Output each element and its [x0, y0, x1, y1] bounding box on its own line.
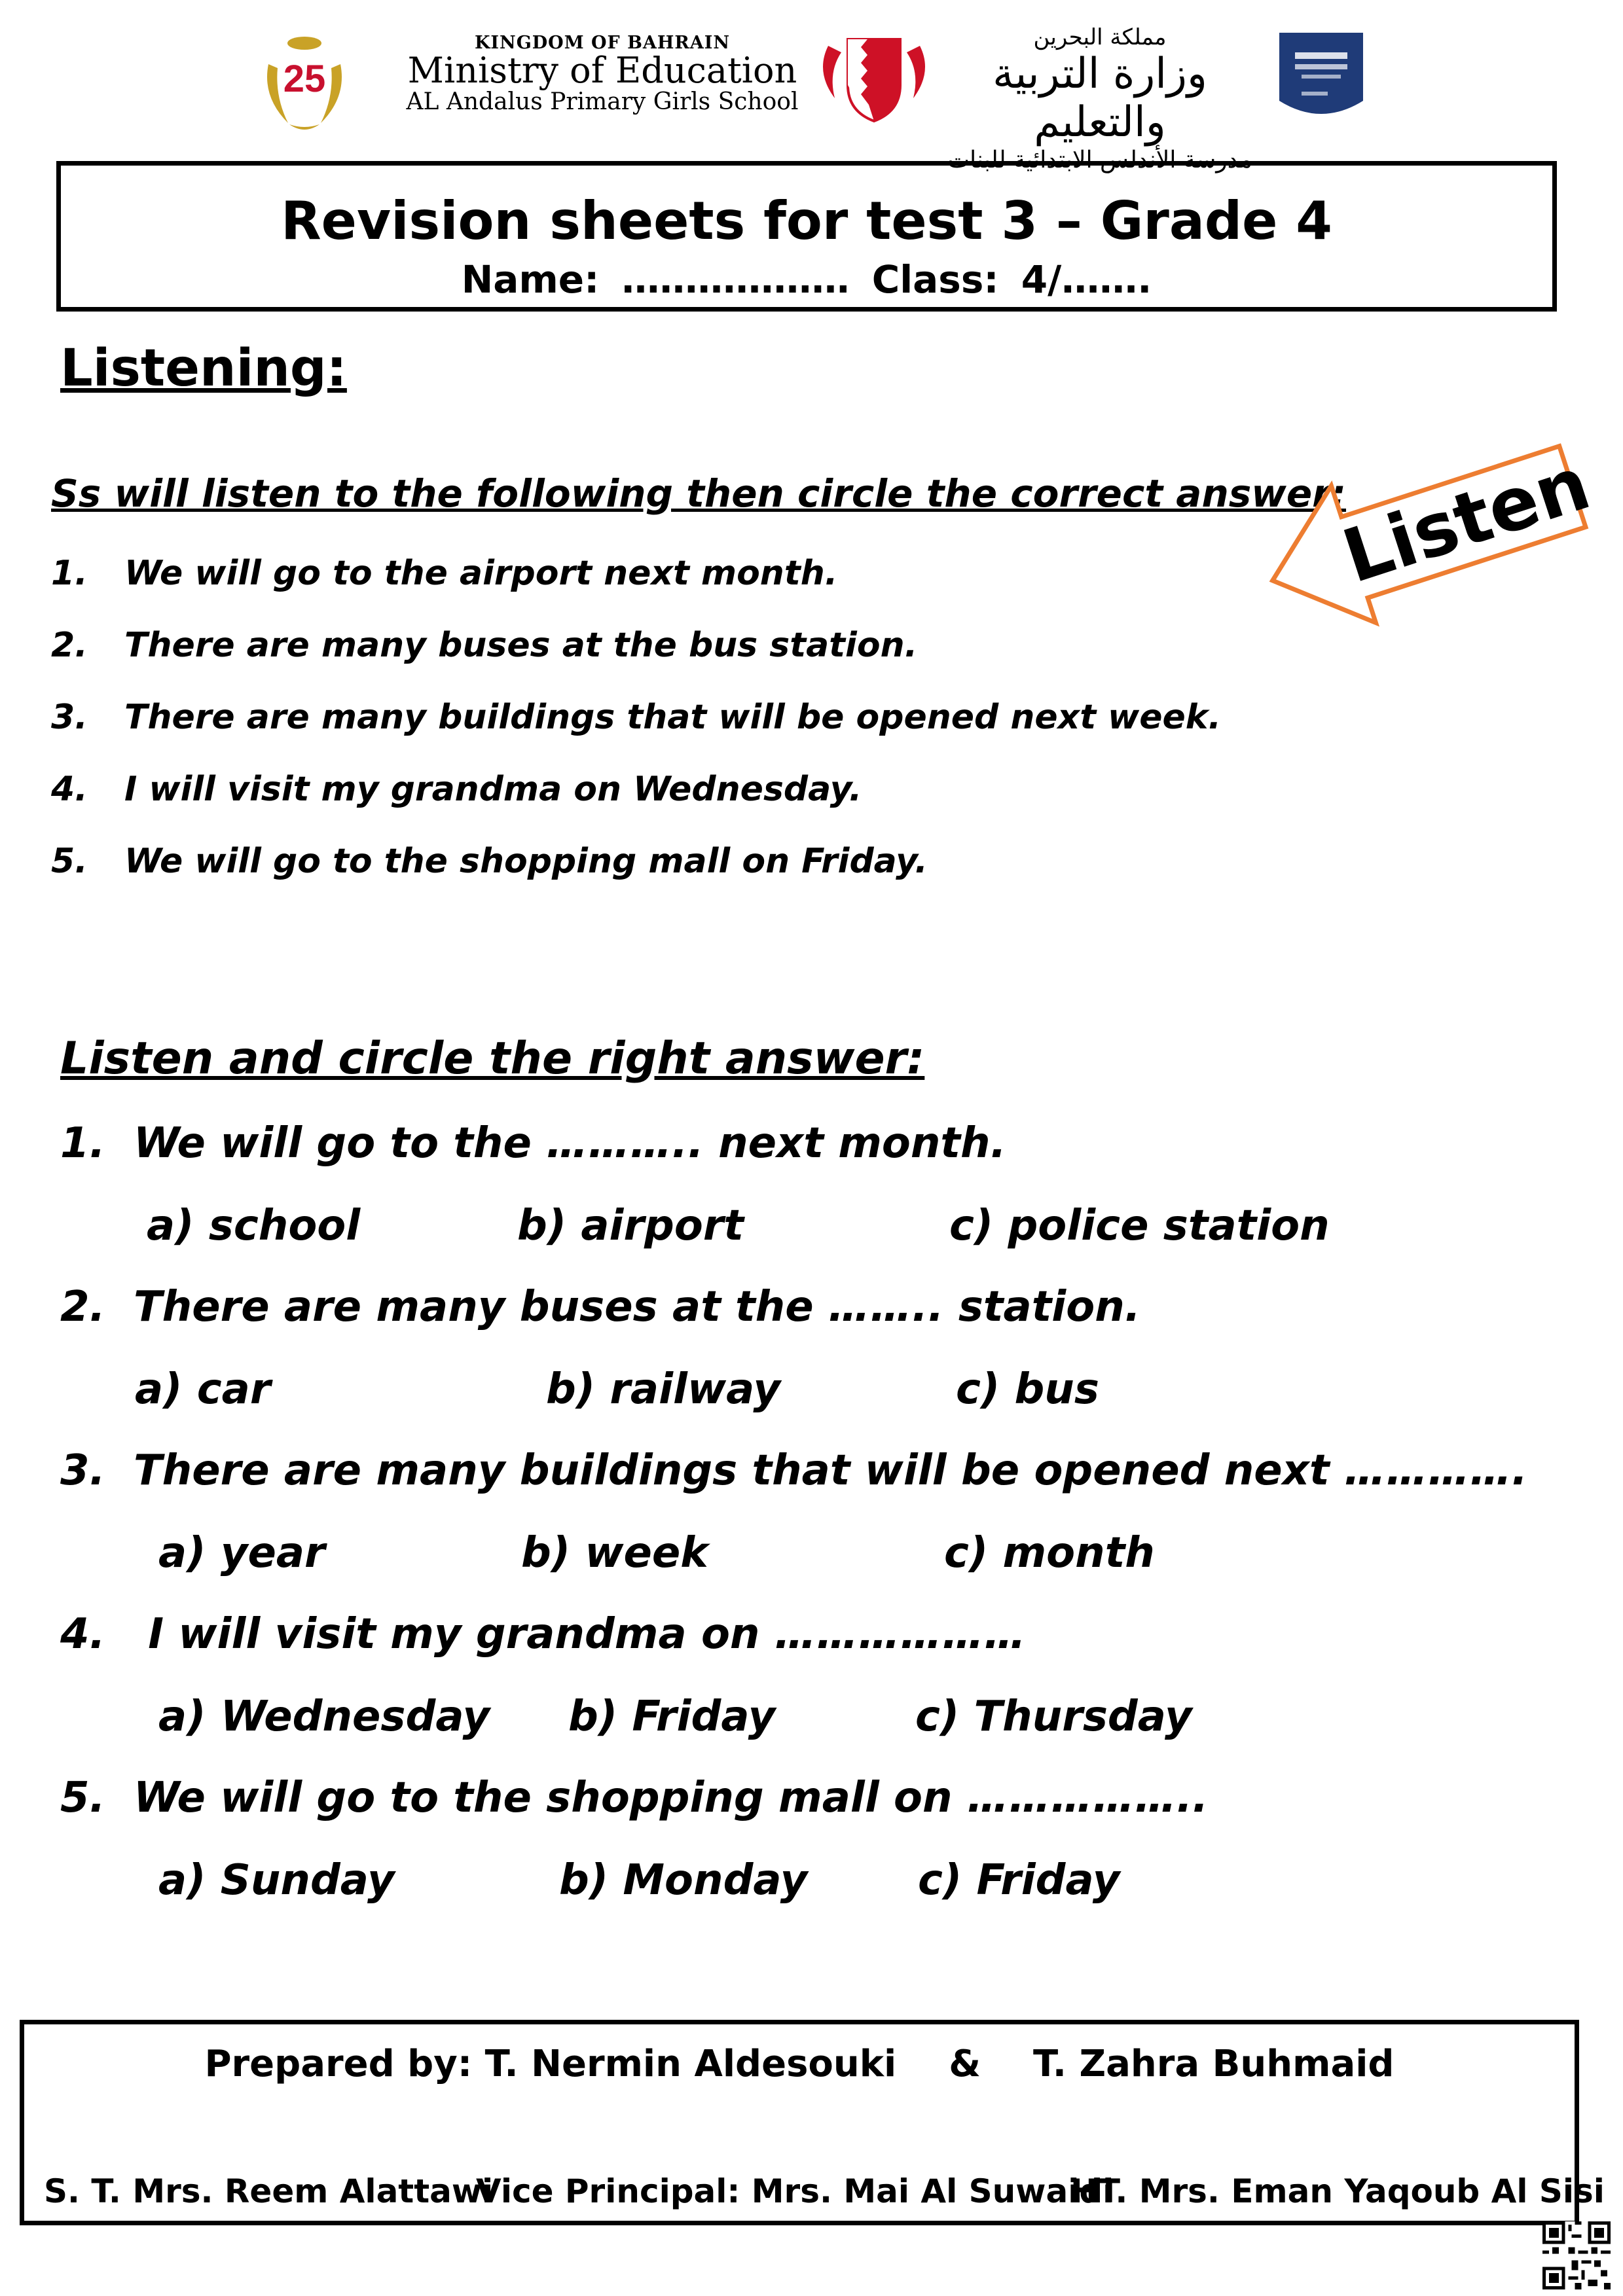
sentence-item — [51, 698, 1221, 737]
bahrain-emblem — [815, 26, 933, 124]
question-item — [60, 1119, 1006, 1168]
school-en: AL Andalus Primary Girls School — [406, 88, 799, 116]
sentence-item — [51, 626, 917, 665]
listening-heading: Listening: — [60, 339, 347, 398]
letterhead-arabic — [930, 25, 1270, 174]
question-item — [60, 1774, 1208, 1822]
sentence-item — [51, 842, 928, 881]
prepared-by: Prepared by: T. Nermin Aldesouki — [204, 2043, 897, 2085]
name-class-line: Name: ……………… Class: 4/……. — [461, 257, 1152, 302]
question-text: There are many buses at the …….. station. — [134, 1283, 1141, 1331]
answer-option[interactable]: c) police station — [949, 1202, 1330, 1250]
sentence-number: 5. — [51, 842, 88, 881]
kingdom-en: KINGDOM OF BAHRAIN — [474, 33, 731, 53]
kingdom-ar: مملكة البحرين — [1033, 24, 1167, 50]
co-author: T. Zahra Buhmaid — [1033, 2043, 1395, 2085]
anniversary-25-logo — [249, 25, 360, 136]
sentence-text: I will visit my grandma on Wednesday. — [124, 770, 862, 809]
sentence-number: 4. — [51, 770, 88, 809]
question-text: We will go to the ……….. next month. — [134, 1119, 1006, 1168]
title-box — [56, 161, 1557, 312]
circle-task-heading: Listen and circle the right answer: — [60, 1033, 925, 1085]
question-item — [60, 1446, 1527, 1495]
question-number: 4. — [60, 1610, 105, 1659]
badge-number: 25 — [283, 58, 326, 100]
sentence-number: 3. — [51, 698, 88, 737]
ampersand: & — [949, 2043, 981, 2085]
sentence-item — [51, 770, 862, 809]
ministry-en: Ministry of Education — [407, 50, 797, 92]
question-text: I will visit my grandma on ……………… — [134, 1610, 1026, 1659]
head-teacher-signature: HT. Mrs. Eman Yaqoub Al Sisi — [1070, 2172, 1605, 2210]
page-title: Revision sheets for test 3 – Grade 4 — [281, 190, 1332, 251]
vice-principal-signature: Vice Principal: Mrs. Mai Al Suwaidi — [476, 2172, 1114, 2210]
qr-code — [1542, 2221, 1611, 2289]
answer-option[interactable]: a) Wednesday — [158, 1693, 490, 1741]
prepared-by-line — [24, 2043, 1575, 2085]
school-ar: مدرسة الأندلس الابتدائية للبنات — [947, 147, 1252, 174]
footer-box — [20, 2020, 1605, 2225]
sentence-number: 2. — [51, 626, 88, 665]
answer-option[interactable]: b) Friday — [568, 1693, 776, 1741]
answer-option[interactable]: c) Thursday — [915, 1693, 1192, 1741]
answer-option[interactable]: b) Monday — [559, 1856, 808, 1905]
answer-option[interactable]: b) airport — [517, 1202, 744, 1250]
answer-option[interactable]: c) bus — [956, 1365, 1099, 1414]
sentence-text: There are many buses at the bus station. — [124, 626, 918, 665]
ministry-ar: وزارة التربية والتعليم — [993, 50, 1207, 147]
listen-label: Listen — [1333, 440, 1600, 600]
answer-option[interactable]: a) school — [147, 1202, 361, 1250]
senior-teacher-signature: S. T. Mrs. Reem Alattawi — [44, 2172, 494, 2210]
question-number: 2. — [60, 1283, 105, 1331]
question-text: We will go to the shopping mall on …………….. — [134, 1774, 1209, 1822]
listen-arrow-callout — [1250, 412, 1604, 641]
sentence-item — [51, 554, 837, 593]
sentence-text: We will go to the airport next month. — [124, 554, 838, 593]
answer-option[interactable]: a) year — [158, 1529, 325, 1577]
answer-option[interactable]: b) week — [521, 1529, 708, 1577]
sentence-number: 1. — [51, 554, 88, 593]
question-number: 5. — [60, 1774, 105, 1822]
question-number: 3. — [60, 1446, 105, 1495]
showcase-schools-badge — [1275, 29, 1367, 124]
answer-option[interactable]: c) month — [944, 1529, 1155, 1577]
listening-instruction: Ss will listen to the following then circle the correct answer: — [51, 471, 1346, 516]
answer-option[interactable]: a) Sunday — [158, 1856, 395, 1905]
question-item — [60, 1610, 1026, 1659]
answer-option[interactable]: b) railway — [546, 1365, 781, 1414]
letterhead-english — [393, 34, 812, 115]
sentence-text: We will go to the shopping mall on Friday. — [124, 842, 928, 881]
question-number: 1. — [60, 1119, 105, 1168]
question-text: There are many buildings that will be opened next …………. — [134, 1446, 1528, 1495]
sentence-text: There are many buildings that will be opened next week. — [124, 698, 1222, 737]
answer-option[interactable]: a) car — [135, 1365, 271, 1414]
answer-option[interactable]: c) Friday — [918, 1856, 1120, 1905]
question-item — [60, 1283, 1140, 1331]
